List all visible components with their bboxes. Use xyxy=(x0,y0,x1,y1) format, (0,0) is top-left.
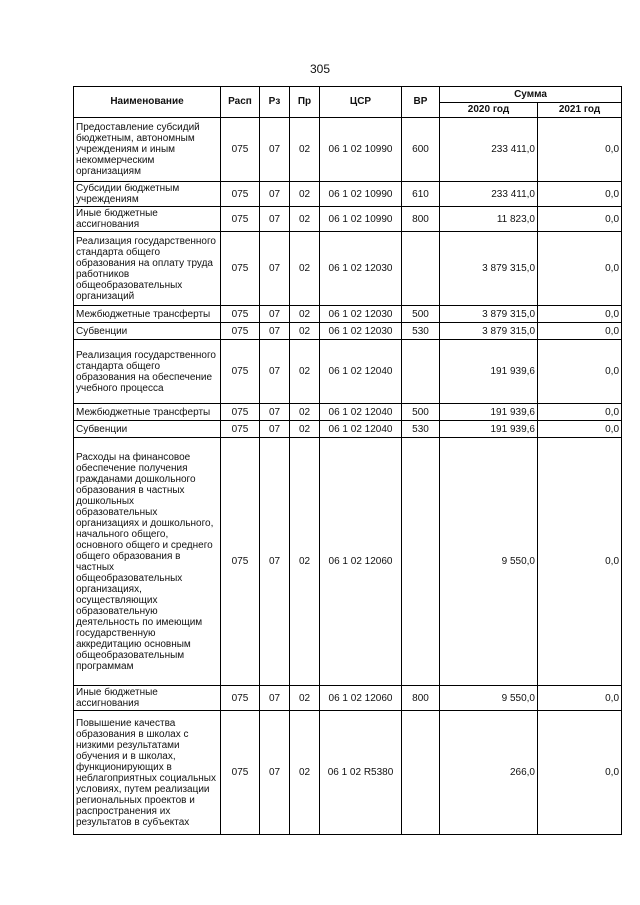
cell-2020 xyxy=(440,340,538,404)
cell-2021 xyxy=(538,686,622,711)
table-body xyxy=(74,118,622,835)
cell-rz: 07 xyxy=(260,421,290,438)
cell-2021-value: 0,0 xyxy=(605,188,620,200)
cell-2020-value: 9 550,0 xyxy=(501,556,535,567)
cell-rz: 07 xyxy=(260,404,290,421)
cell-2021-value: 0,0 xyxy=(605,692,620,704)
cell-2020-value: 191 939,6 xyxy=(490,406,535,418)
cell-2020-value: 266,0 xyxy=(509,767,535,778)
cell-2020-value: 3 879 315,0 xyxy=(482,308,535,320)
cell-rz: 07 xyxy=(260,323,290,340)
cell-name: Межбюджетные трансферты xyxy=(74,404,221,421)
cell-csr: 06 1 02 12030 xyxy=(320,306,402,323)
cell-pr: 02 xyxy=(290,438,320,686)
cell-rz: 07 xyxy=(260,686,290,711)
cell-csr: 06 1 02 10990 xyxy=(320,182,402,207)
cell-2021 xyxy=(538,182,622,207)
cell-2021-value: 0,0 xyxy=(605,308,620,320)
cell-2021-value: 0,0 xyxy=(605,423,620,435)
cell-2020-value: 233 411,0 xyxy=(491,144,535,155)
cell-rz: 07 xyxy=(260,182,290,207)
cell-name: Субвенции xyxy=(74,421,221,438)
table-row xyxy=(74,232,622,306)
cell-2021 xyxy=(538,306,622,323)
cell-rasp: 075 xyxy=(221,686,260,711)
cell-2020 xyxy=(440,306,538,323)
cell-pr: 02 xyxy=(290,118,320,182)
cell-2021 xyxy=(538,323,622,340)
cell-2021 xyxy=(538,404,622,421)
cell-csr: 06 1 02 10990 xyxy=(320,207,402,232)
cell-vr xyxy=(402,340,440,404)
cell-2020 xyxy=(440,421,538,438)
cell-name: Расходы на финансовое обеспечение получения гражданами дошкольного образования в частных дошкольных образовательных организациях и дошкольного, начального общего, основного общего и среднего общего образования в частных общеобразовательных организациях, осуществляющих образовательную деятельность по имеющим государственную аккредитацию основным общеобразовательным программам xyxy=(74,438,221,686)
cell-2021 xyxy=(538,207,622,232)
cell-name: Реализация государственного стандарта общего образования на обеспечение учебного процесса xyxy=(74,340,221,404)
cell-csr: 06 1 02 12030 xyxy=(320,323,402,340)
cell-pr: 02 xyxy=(290,323,320,340)
page-number: 305 xyxy=(309,62,331,76)
cell-2020 xyxy=(440,404,538,421)
cell-pr: 02 xyxy=(290,207,320,232)
cell-2021 xyxy=(538,438,622,686)
cell-csr: 06 1 02 12030 xyxy=(320,232,402,306)
cell-pr: 02 xyxy=(290,711,320,835)
cell-rz: 07 xyxy=(260,306,290,323)
cell-vr: 500 xyxy=(402,306,440,323)
budget-table xyxy=(73,86,622,835)
cell-vr: 800 xyxy=(402,686,440,711)
cell-2021-value: 0,0 xyxy=(605,767,620,778)
cell-2020 xyxy=(440,711,538,835)
cell-rasp: 075 xyxy=(221,118,260,182)
cell-rasp: 075 xyxy=(221,340,260,404)
cell-2021 xyxy=(538,711,622,835)
table-row xyxy=(74,182,622,207)
cell-csr: 06 1 02 12040 xyxy=(320,404,402,421)
header-sum: Сумма xyxy=(440,87,622,103)
cell-rasp: 075 xyxy=(221,182,260,207)
cell-2020-value: 233 411,0 xyxy=(491,188,535,200)
header-year-2021: 2021 год xyxy=(538,103,622,118)
cell-vr xyxy=(402,232,440,306)
cell-2020 xyxy=(440,232,538,306)
cell-rz: 07 xyxy=(260,340,290,404)
cell-vr: 500 xyxy=(402,404,440,421)
cell-2021-value: 0,0 xyxy=(605,213,620,225)
cell-2020 xyxy=(440,686,538,711)
cell-rasp: 075 xyxy=(221,323,260,340)
cell-vr xyxy=(402,711,440,835)
cell-name: Межбюджетные трансферты xyxy=(74,306,221,323)
cell-vr: 530 xyxy=(402,421,440,438)
cell-2021 xyxy=(538,118,622,182)
header-rasp: Расп xyxy=(221,87,260,118)
cell-2020-value: 11 823,0 xyxy=(496,213,535,225)
header-name: Наименование xyxy=(74,87,221,118)
cell-2021-value: 0,0 xyxy=(605,144,620,155)
cell-pr: 02 xyxy=(290,232,320,306)
cell-rasp: 075 xyxy=(221,404,260,421)
cell-rz: 07 xyxy=(260,207,290,232)
cell-rasp: 075 xyxy=(221,711,260,835)
header-pr: Пр xyxy=(290,87,320,118)
cell-2020 xyxy=(440,323,538,340)
cell-pr: 02 xyxy=(290,686,320,711)
cell-pr: 02 xyxy=(290,404,320,421)
cell-rasp: 075 xyxy=(221,306,260,323)
cell-2021-value: 0,0 xyxy=(605,366,620,377)
header-csr: ЦСР xyxy=(320,87,402,118)
cell-name: Реализация государственного стандарта общего образования на оплату труда работников общеобразовательных организаций xyxy=(74,232,221,306)
cell-pr: 02 xyxy=(290,340,320,404)
header-year-2020: 2020 год xyxy=(440,103,538,118)
table-row xyxy=(74,207,622,232)
cell-pr: 02 xyxy=(290,421,320,438)
cell-2020 xyxy=(440,207,538,232)
cell-vr: 800 xyxy=(402,207,440,232)
cell-2020 xyxy=(440,182,538,207)
cell-pr: 02 xyxy=(290,182,320,207)
cell-vr xyxy=(402,438,440,686)
cell-2021 xyxy=(538,232,622,306)
header-rz: Рз xyxy=(260,87,290,118)
cell-2021 xyxy=(538,340,622,404)
cell-2020 xyxy=(440,438,538,686)
cell-rz: 07 xyxy=(260,438,290,686)
cell-2021-value: 0,0 xyxy=(605,556,620,567)
table-row xyxy=(74,438,622,686)
cell-2020 xyxy=(440,118,538,182)
cell-vr: 600 xyxy=(402,118,440,182)
cell-name: Субсидии бюджетным учреждениям xyxy=(74,182,221,207)
cell-vr: 530 xyxy=(402,323,440,340)
cell-2021-value: 0,0 xyxy=(605,325,620,337)
table-row xyxy=(74,306,622,323)
cell-2020-value: 191 939,6 xyxy=(490,423,535,435)
cell-name: Иные бюджетные ассигнования xyxy=(74,686,221,711)
cell-rz: 07 xyxy=(260,118,290,182)
table-row xyxy=(74,118,622,182)
cell-csr: 06 1 02 12040 xyxy=(320,340,402,404)
cell-csr: 06 1 02 10990 xyxy=(320,118,402,182)
cell-csr: 06 1 02 12040 xyxy=(320,421,402,438)
cell-2020-value: 3 879 315,0 xyxy=(482,325,535,337)
table-row xyxy=(74,404,622,421)
table-row xyxy=(74,323,622,340)
cell-rz: 07 xyxy=(260,711,290,835)
cell-pr: 02 xyxy=(290,306,320,323)
cell-csr: 06 1 02 R5380 xyxy=(320,711,402,835)
cell-name: Предоставление субсидий бюджетным, автономным учреждениям и иным некоммерческим организациям xyxy=(74,118,221,182)
cell-rasp: 075 xyxy=(221,421,260,438)
cell-2021-value: 0,0 xyxy=(605,263,620,274)
table-row xyxy=(74,686,622,711)
cell-rasp: 075 xyxy=(221,207,260,232)
cell-rasp: 075 xyxy=(221,232,260,306)
cell-csr: 06 1 02 12060 xyxy=(320,686,402,711)
cell-2021 xyxy=(538,421,622,438)
cell-2021-value: 0,0 xyxy=(605,406,620,418)
cell-name: Субвенции xyxy=(74,323,221,340)
cell-2020-value: 3 879 315,0 xyxy=(482,263,535,274)
table-row xyxy=(74,340,622,404)
cell-name: Иные бюджетные ассигнования xyxy=(74,207,221,232)
cell-2020-value: 191 939,6 xyxy=(490,366,535,377)
cell-2020-value: 9 550,0 xyxy=(501,692,535,704)
cell-rasp: 075 xyxy=(221,438,260,686)
table-row xyxy=(74,711,622,835)
header-vr: ВР xyxy=(402,87,440,118)
cell-name: Повышение качества образования в школах с низкими результатами обучения и в школах, функционирующих в неблагоприятных социальных условиях, путем реализации региональных проектов и распространения их результатов в субъектах xyxy=(74,711,221,835)
cell-csr: 06 1 02 12060 xyxy=(320,438,402,686)
cell-rz: 07 xyxy=(260,232,290,306)
cell-vr: 610 xyxy=(402,182,440,207)
table-row xyxy=(74,421,622,438)
